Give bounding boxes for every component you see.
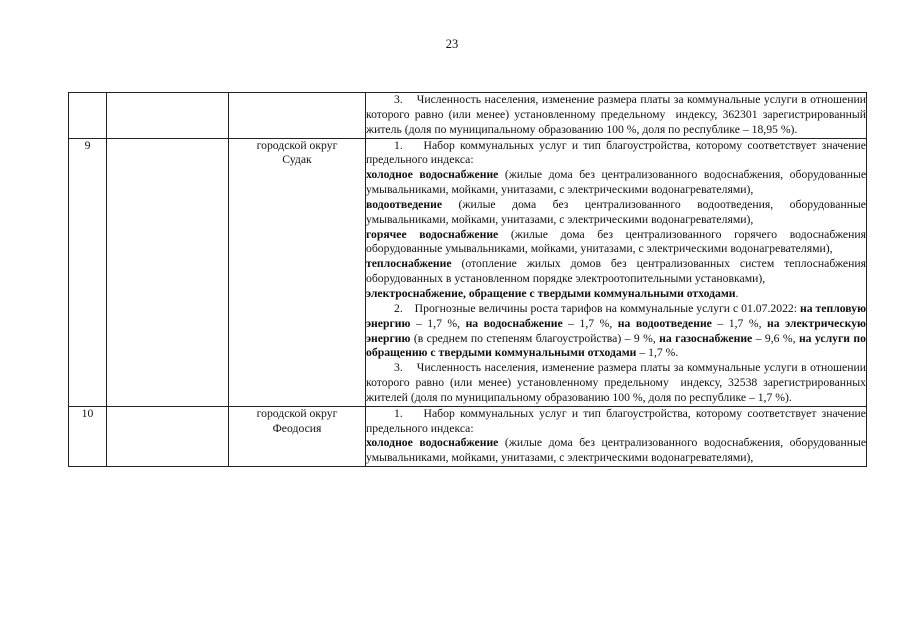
paragraph: 2. Прогнозные величины роста тарифов на коммунальные услуги с 01.07.2022: на тепловую энергию – 1,7 %, на водоснабжение – 1,7 %, на водоотведение – 1,7 %, на электрическую энергию (в среднем по степеням благоустройства) – 9 %, на газоснабжение – 9,6 %, на услуги по обращению с твердыми коммунальными отходами – 1,7 %. [366,301,866,360]
paragraph: горячее водоснабжение (жилые дома без централизованного горячего водоснабжения оборудованные умывальниками, мойками, унитазами, с электрическими водонагревателями), [366,227,866,256]
municipality-cell [229,93,366,139]
row-number-cell: 10 [69,406,107,466]
data-table [68,92,867,467]
page-number: 23 [445,37,459,51]
description-cell [366,406,867,466]
empty-cell [107,406,229,466]
municipality-cell: городской округ Судак [229,138,366,406]
paragraph: 3. Численность населения, изменение размера платы за коммунальные услуги в отношении которого равно (или менее) установленному предельному индексу, 362301 зарегистрированный житель (доля по муниципальному образованию 100 %, доля по республике – 18,95 %). [366,93,866,136]
paragraph: 1. Набор коммунальных услуг и тип благоустройства, которому соответствует значение предельного индекса: [366,138,866,167]
paragraph: водоотведение (жилые дома без централизованного водоотведения, оборудованные умывальниками, мойками, унитазами, с электрическими водонагревателями), [366,197,866,226]
paragraph: электроснабжение, обращение с твердыми коммунальными отходами. [366,286,739,300]
empty-cell [107,93,229,139]
table-row [69,93,867,139]
paragraph: теплоснабжение (отопление жилых домов без централизованных систем теплоснабжения оборудованных в установленном порядке электроотопительными установками), [366,257,866,286]
description-cell [366,138,867,406]
empty-cell [107,138,229,406]
table-row [69,138,867,406]
row-number-cell: 9 [69,138,107,406]
row-number-cell [69,93,107,139]
table-row [69,406,867,466]
table-body [69,93,867,467]
description-cell [366,93,867,139]
paragraph: 3. Численность населения, изменение размера платы за коммунальные услуги в отношении которого равно (или менее) установленному предельному индексу, 32538 зарегистрированных жителей (доля по муниципальному образованию 100 %, доля по республике – 1,7 %). [366,361,866,404]
paragraph: холодное водоснабжение (жилые дома без централизованного водоснабжения, оборудованные умывальниками, мойками, унитазами, с электрическими водонагревателями), [366,168,867,197]
municipality-cell: городской округ Феодосия [229,406,366,466]
paragraph: холодное водоснабжение (жилые дома без централизованного водоснабжения, оборудованные умывальниками, мойками, унитазами, с электрическими водонагревателями), [366,436,867,465]
paragraph: 1. Набор коммунальных услуг и тип благоустройства, которому соответствует значение предельного индекса: [366,406,866,435]
